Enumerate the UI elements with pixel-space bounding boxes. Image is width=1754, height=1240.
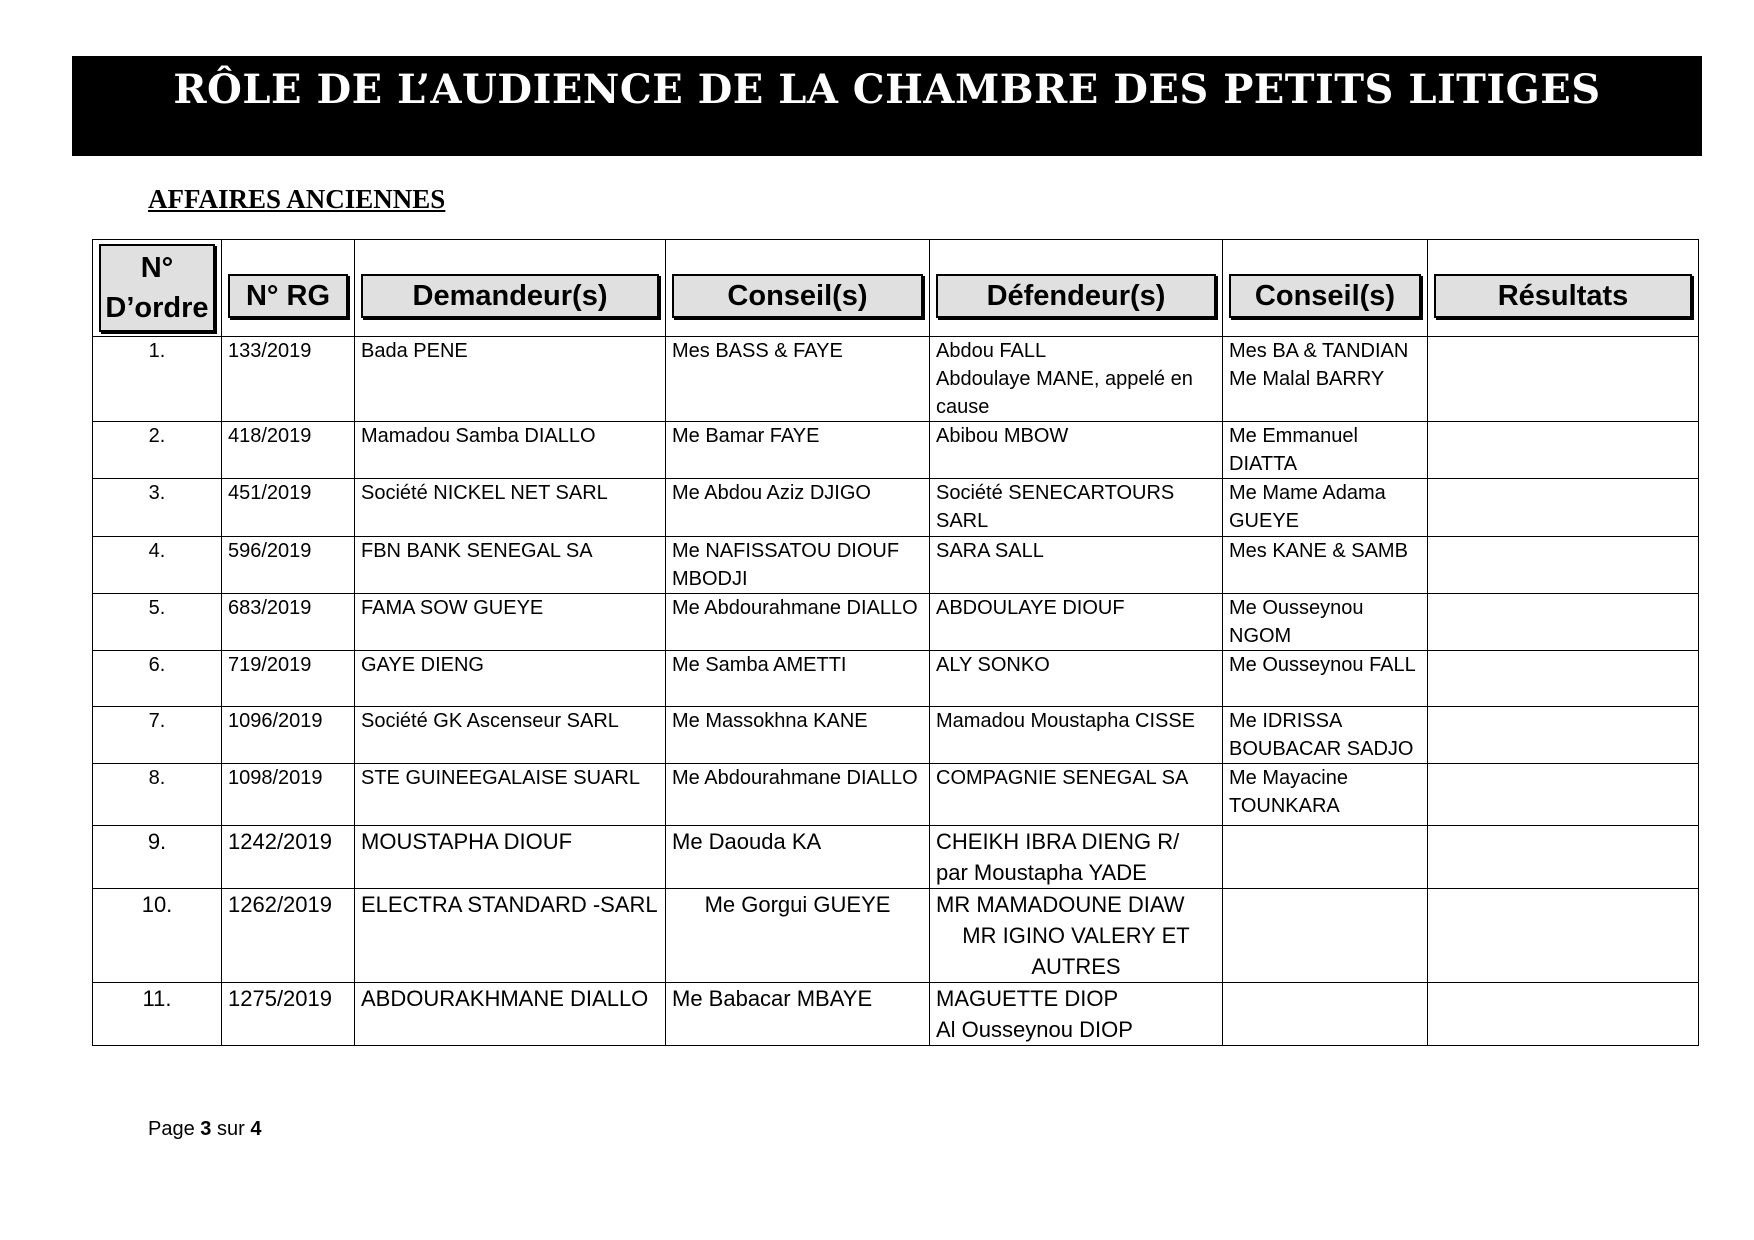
table-row [93, 707, 1699, 764]
header-demandeur: Demandeur(s) [355, 240, 666, 337]
cell-ordre: 1. [93, 337, 222, 422]
cell-resultats [1428, 479, 1699, 537]
cell-resultats [1428, 707, 1699, 764]
cell-resultats [1428, 594, 1699, 651]
defendeur-line: Abibou MBOW [936, 425, 1069, 447]
cell-ordre: 7. [93, 707, 222, 764]
defendeur-line: MR MAMADOUNE DIAW [936, 892, 1185, 917]
cell-ordre: 6. [93, 651, 222, 707]
cell-conseil-demandeur: Me Babacar MBAYE [666, 983, 930, 1046]
cell-defendeur [930, 422, 1223, 479]
cell-ordre: 9. [93, 826, 222, 889]
table-row [93, 889, 1699, 983]
cell-demandeur: ELECTRA STANDARD -SARL [355, 889, 666, 983]
cell-ordre: 5. [93, 594, 222, 651]
cell-rg: 1275/2019 [222, 983, 355, 1046]
conseil-line: Me Mayacine TOUNKARA [1229, 767, 1348, 817]
cell-demandeur: GAYE DIENG [355, 651, 666, 707]
cell-resultats [1428, 764, 1699, 826]
cell-rg: 1096/2019 [222, 707, 355, 764]
hearing-roll-table [92, 239, 1699, 1046]
cell-demandeur: Société GK Ascenseur SARL [355, 707, 666, 764]
cell-demandeur: FBN BANK SENEGAL SA [355, 537, 666, 594]
cell-ordre: 2. [93, 422, 222, 479]
cell-conseil-demandeur: Me Daouda KA [666, 826, 930, 889]
cell-conseil-demandeur: Me Bamar FAYE [666, 422, 930, 479]
conseil-line: Me Ousseynou NGOM [1229, 597, 1364, 647]
cell-defendeur [930, 594, 1223, 651]
cell-demandeur: Société NICKEL NET SARL [355, 479, 666, 537]
cell-demandeur: FAMA SOW GUEYE [355, 594, 666, 651]
header-resultats: Résultats [1428, 240, 1699, 337]
cell-conseil-defendeur [1223, 337, 1428, 422]
cell-ordre: 11. [93, 983, 222, 1046]
cell-ordre: 4. [93, 537, 222, 594]
cell-rg: 1098/2019 [222, 764, 355, 826]
cell-defendeur [930, 826, 1223, 889]
table-row [93, 764, 1699, 826]
header-conseil-demandeur: Conseil(s) [666, 240, 930, 337]
cell-conseil-demandeur: Me Abdou Aziz DJIGO [666, 479, 930, 537]
defendeur-line: Abdou FALL [936, 340, 1047, 362]
defendeur-line: SARA SALL [936, 540, 1044, 562]
page-title: RÔLE DE L’AUDIENCE DE LA CHAMBRE DES PETITS LITIGES [173, 66, 1601, 113]
cell-conseil-demandeur: Me Gorgui GUEYE [666, 889, 930, 983]
defendeur-line: COMPAGNIE SENEGAL SA [936, 767, 1189, 789]
cell-rg: 1262/2019 [222, 889, 355, 983]
cell-conseil-demandeur: Me Abdourahmane DIALLO [666, 594, 930, 651]
table-body [93, 337, 1699, 1046]
cell-conseil-defendeur [1223, 707, 1428, 764]
conseil-line: Me Emmanuel DIATTA [1229, 425, 1358, 475]
table-header-row [93, 240, 1699, 337]
cell-resultats [1428, 337, 1699, 422]
cell-rg: 719/2019 [222, 651, 355, 707]
header-conseil-defendeur: Conseil(s) [1223, 240, 1428, 337]
cell-resultats [1428, 651, 1699, 707]
cell-conseil-demandeur: Me Massokhna KANE [666, 707, 930, 764]
conseil-line: Me Malal BARRY [1229, 368, 1385, 390]
defendeur-line: Al Ousseynou DIOP [936, 1017, 1133, 1042]
conseil-line: Me Ousseynou FALL [1229, 654, 1416, 676]
cell-ordre: 8. [93, 764, 222, 826]
cell-ordre: 10. [93, 889, 222, 983]
title-banner [72, 56, 1702, 156]
cell-rg: 133/2019 [222, 337, 355, 422]
table-row [93, 983, 1699, 1046]
conseil-line: Mes KANE & SAMB [1229, 540, 1408, 562]
defendeur-line: Abdoulaye MANE, appelé en cause [936, 368, 1193, 418]
conseil-line: Me IDRISSA BOUBACAR SADJO [1229, 710, 1414, 760]
cell-defendeur [930, 764, 1223, 826]
cell-conseil-demandeur: Mes BASS & FAYE [666, 337, 930, 422]
cell-defendeur [930, 337, 1223, 422]
table-row [93, 594, 1699, 651]
conseil-line: Me Mame Adama GUEYE [1229, 482, 1386, 532]
cell-conseil-defendeur [1223, 889, 1428, 983]
table-row [93, 422, 1699, 479]
cell-conseil-defendeur [1223, 537, 1428, 594]
cell-conseil-demandeur: Me Samba AMETTI [666, 651, 930, 707]
header-defendeur: Défendeur(s) [930, 240, 1223, 337]
cell-resultats [1428, 537, 1699, 594]
defendeur-line: MR IGINO VALERY ET AUTRES [962, 923, 1190, 979]
cell-defendeur [930, 651, 1223, 707]
cell-conseil-defendeur [1223, 651, 1428, 707]
header-ordre: N° D’ordre [93, 240, 222, 337]
defendeur-line: ALY SONKO [936, 654, 1050, 676]
cell-conseil-defendeur [1223, 479, 1428, 537]
defendeur-line: MAGUETTE DIOP [936, 986, 1119, 1011]
cell-rg: 596/2019 [222, 537, 355, 594]
page-footer: Page 3 sur 4 [148, 1118, 262, 1140]
cell-demandeur: Bada PENE [355, 337, 666, 422]
cell-conseil-defendeur [1223, 422, 1428, 479]
table-row [93, 651, 1699, 707]
cell-conseil-defendeur [1223, 764, 1428, 826]
table-row [93, 479, 1699, 537]
section-title: AFFAIRES ANCIENNES [148, 184, 446, 214]
cell-resultats [1428, 889, 1699, 983]
cell-conseil-demandeur: Me Abdourahmane DIALLO [666, 764, 930, 826]
cell-demandeur: MOUSTAPHA DIOUF [355, 826, 666, 889]
defendeur-line: Société SENECARTOURS SARL [936, 482, 1175, 532]
cell-conseil-defendeur [1223, 983, 1428, 1046]
cell-conseil-defendeur [1223, 826, 1428, 889]
cell-defendeur [930, 707, 1223, 764]
conseil-line: Mes BA & TANDIAN [1229, 340, 1409, 362]
cell-resultats [1428, 422, 1699, 479]
cell-demandeur: STE GUINEEGALAISE SUARL [355, 764, 666, 826]
cell-rg: 451/2019 [222, 479, 355, 537]
table-row [93, 826, 1699, 889]
cell-defendeur [930, 983, 1223, 1046]
cell-defendeur [930, 537, 1223, 594]
cell-rg: 1242/2019 [222, 826, 355, 889]
cell-conseil-demandeur: Me NAFISSATOU DIOUF MBODJI [666, 537, 930, 594]
defendeur-line: ABDOULAYE DIOUF [936, 597, 1125, 619]
cell-ordre: 3. [93, 479, 222, 537]
cell-rg: 418/2019 [222, 422, 355, 479]
cell-defendeur [930, 889, 1223, 983]
defendeur-line: CHEIKH IBRA DIENG R/ par Moustapha YADE [936, 829, 1180, 885]
table-row [93, 337, 1699, 422]
cell-defendeur [930, 479, 1223, 537]
cell-demandeur: ABDOURAKHMANE DIALLO [355, 983, 666, 1046]
defendeur-line: Mamadou Moustapha CISSE [936, 710, 1196, 732]
cell-conseil-defendeur [1223, 594, 1428, 651]
cell-demandeur: Mamadou Samba DIALLO [355, 422, 666, 479]
cell-resultats [1428, 826, 1699, 889]
header-rg: N° RG [222, 240, 355, 337]
table-row [93, 537, 1699, 594]
cell-rg: 683/2019 [222, 594, 355, 651]
cell-resultats [1428, 983, 1699, 1046]
